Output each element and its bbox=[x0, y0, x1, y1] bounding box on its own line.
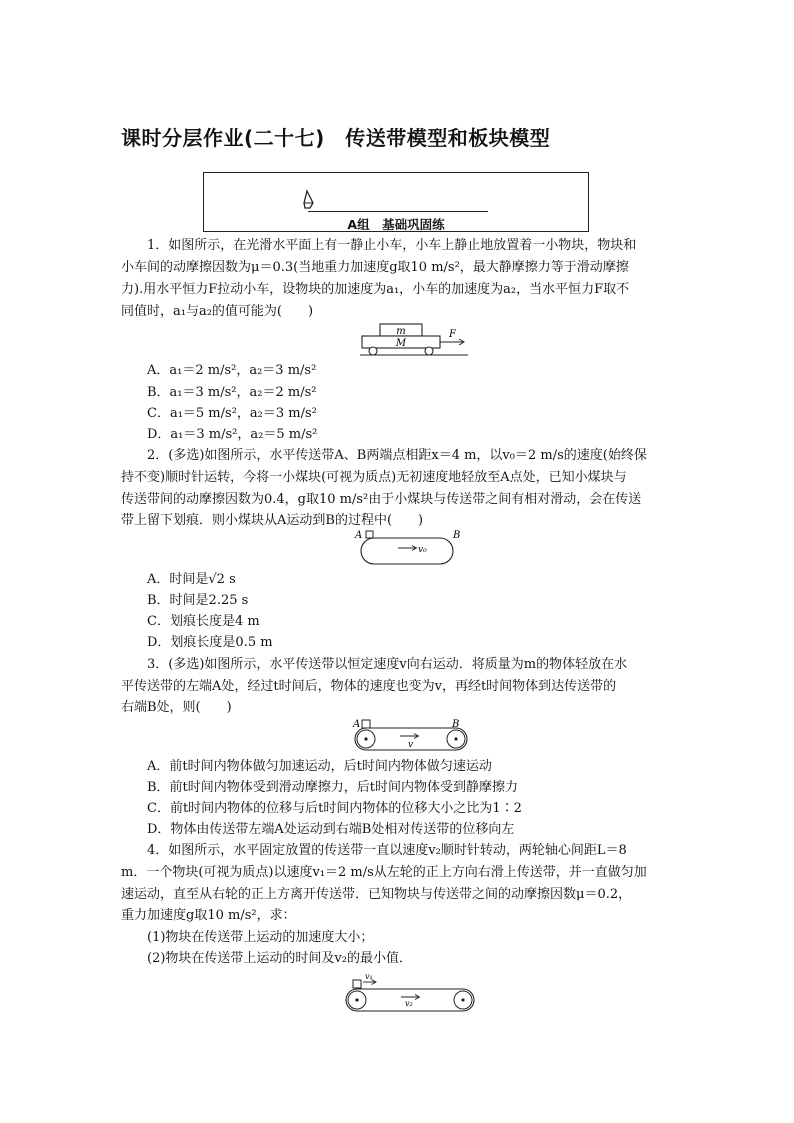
q3-option-a: A．前t时间内物体做匀加速运动，后t时间内物体做匀速运动 bbox=[147, 759, 492, 774]
velocity-label: v₀ bbox=[418, 545, 427, 555]
q3-line-3: 右端B处，则( ) bbox=[121, 700, 232, 715]
q1-option-a: A．a₁＝2 m/s²，a₂＝3 m/s² bbox=[147, 363, 317, 378]
q4-line-1: 4．如图所示，水平固定放置的传送带一直以速度v₂顺时针转动，两轮轴心间距L＝8 bbox=[147, 843, 627, 858]
q2-option-d: D．划痕长度是0.5 m bbox=[147, 635, 273, 650]
velocity-label: v bbox=[408, 740, 414, 750]
cart-wheel-right bbox=[425, 347, 433, 355]
q2-option-c: C．划痕长度是4 m bbox=[147, 614, 260, 629]
q1-cart-figure bbox=[360, 322, 470, 358]
q4-subquestion-1: (1)物块在传送带上运动的加速度大小； bbox=[147, 930, 374, 945]
q2-option-b: B．时间是2.25 s bbox=[147, 593, 249, 608]
object-block bbox=[353, 980, 361, 988]
point-a-label: A bbox=[353, 719, 361, 730]
q2-line-1: 2．(多选)如图所示，水平传送带A、B两端点相距x＝4 m，以v₀＝2 m/s的速度(始终保 bbox=[147, 448, 647, 463]
force-label: F bbox=[449, 329, 456, 340]
q1-line-2: 小车间的动摩擦因数为μ＝0.3(当地重力加速度g取10 m/s²，最大静摩擦力等于滑动摩擦 bbox=[121, 260, 629, 275]
cart-label: M bbox=[395, 338, 407, 349]
q2-line-2: 持不变)顺时针运转，今将一小煤块(可视为质点)无初速度地轻放至A点处，已知小煤块与 bbox=[121, 470, 627, 485]
block-label: m bbox=[396, 326, 406, 337]
q2-conveyor-figure bbox=[352, 528, 467, 568]
q3-conveyor-figure bbox=[350, 717, 470, 753]
q1-option-d: D．a₁＝3 m/s²，a₂＝5 m/s² bbox=[147, 427, 318, 442]
q4-conveyor-figure bbox=[345, 974, 477, 1012]
q3-line-2: 平传送带的左端A处，经过t时间后，物体的速度也变为v，再经t时间物体到达传送带的 bbox=[121, 679, 617, 694]
point-b-label: B bbox=[452, 719, 460, 730]
q2-line-3: 传送带间的动摩擦因数为0.4，g取10 m/s²由于小煤块与传送带之间有相对滑动，会在传送 bbox=[121, 492, 642, 507]
section-banner bbox=[203, 172, 589, 232]
q2-option-a: A．时间是√2 s bbox=[147, 572, 236, 587]
object-block bbox=[362, 720, 370, 728]
point-a-label: A bbox=[355, 530, 363, 541]
coal-block bbox=[366, 531, 373, 538]
q3-option-c: C．前t时间内物体的位移与后t时间内物体的位移大小之比为1∶2 bbox=[147, 801, 522, 816]
q1-option-b: B．a₁＝3 m/s²，a₂＝2 m/s² bbox=[147, 385, 317, 400]
q4-line-4: 重力加速度g取10 m/s²，求： bbox=[121, 908, 296, 923]
q1-line-3: 力).用水平恒力F拉动小车，设物块的加速度为a₁，小车的加速度为a₂，当水平恒力F取不 bbox=[121, 282, 630, 297]
cart-wheel-left bbox=[369, 347, 377, 355]
point-b-label: B bbox=[453, 530, 461, 541]
belt-outline bbox=[361, 538, 453, 564]
pencil-icon bbox=[302, 191, 316, 211]
q3-option-d: D．物体由传送带左端A处运动到右端B处相对传送带的位移向左 bbox=[147, 822, 515, 837]
banner-rule bbox=[308, 211, 488, 212]
q4-line-3: 速运动，直至从右轮的正上方离开传送带．已知物块与传送带之间的动摩擦因数μ＝0.2， bbox=[121, 887, 632, 902]
q4-line-2: m．一个物块(可视为质点)以速度v₁＝2 m/s从左轮的正上方向右滑上传送带，并一直做匀加 bbox=[121, 865, 647, 880]
section-heading: A组 基础巩固练 bbox=[347, 217, 445, 232]
belt-velocity-label: v₂ bbox=[405, 999, 413, 1008]
q3-option-b: B．前t时间内物体受到滑动摩擦力，后t时间内物体受到静摩擦力 bbox=[147, 780, 519, 795]
q1-line-1: 1．如图所示，在光滑水平面上有一静止小车，小车上静止地放置着一小物块，物块和 bbox=[147, 238, 637, 253]
q1-line-4: 同值时，a₁与a₂的值可能为( ) bbox=[121, 304, 314, 319]
q4-subquestion-2: (2)物块在传送带上运动的时间及v₂的最小值． bbox=[147, 951, 412, 966]
q3-line-1: 3．(多选)如图所示，水平传送带以恒定速度v向右运动．将质量为m的物体轻放在水 bbox=[147, 657, 628, 672]
q2-line-4: 带上留下划痕．则小煤块从A运动到B的过程中( ) bbox=[121, 513, 424, 528]
q1-option-c: C．a₁＝5 m/s²，a₂＝3 m/s² bbox=[147, 406, 317, 421]
block-velocity-label: v₁ bbox=[365, 972, 373, 981]
page-title: 课时分层作业(二十七) 传送带模型和板块模型 bbox=[121, 126, 551, 150]
